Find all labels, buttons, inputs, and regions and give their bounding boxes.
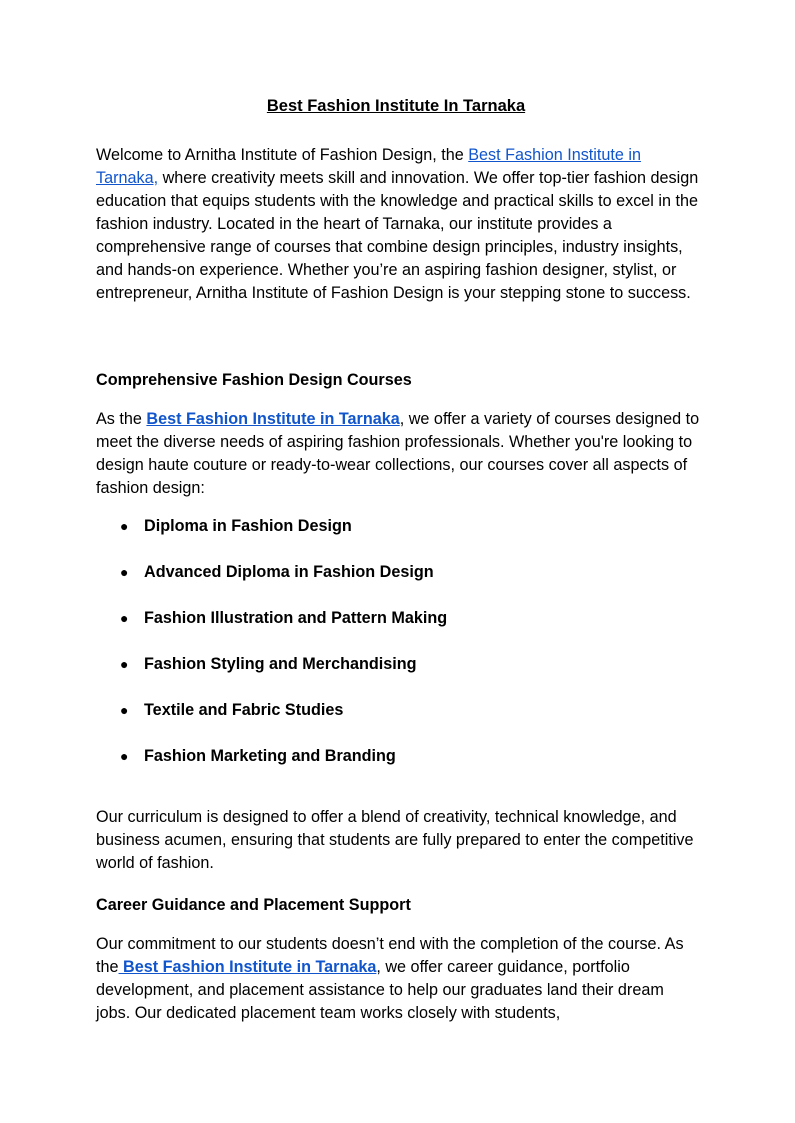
course-item-label: Textile and Fabric Studies: [144, 701, 344, 719]
intro-text-before: Welcome to Arnitha Institute of Fashion Design, the: [96, 146, 469, 164]
course-item-label: Fashion Styling and Merchandising: [144, 655, 417, 673]
bullet-icon: ●: [120, 656, 129, 672]
courses-heading: Comprehensive Fashion Design Courses: [96, 371, 412, 389]
career-text-after: , we offer career guidance, portfolio development, and placement assistance to help our graduates land their dream jobs. Our dedicated placement team works closely with students,: [96, 958, 664, 1022]
bullet-icon: ●: [120, 564, 129, 580]
bullet-icon: ●: [120, 518, 129, 534]
intro-institute-link[interactable]: Best Fashion Institute in Tarnaka,: [96, 146, 641, 187]
courses-paragraph: [96, 408, 700, 500]
career-paragraph: [96, 933, 700, 1025]
course-item-label: Advanced Diploma in Fashion Design: [144, 563, 434, 581]
courses-text-before: As the: [96, 410, 147, 428]
courses-institute-link[interactable]: Best Fashion Institute in Tarnaka: [146, 410, 400, 428]
page-title: Best Fashion Institute In Tarnaka: [266, 97, 526, 115]
career-institute-link[interactable]: Best Fashion Institute in Tarnaka: [118, 958, 377, 976]
intro-text-after: where creativity meets skill and innovation. We offer top-tier fashion design education that equips students with the knowledge and practical skills to excel in the fashion industry. Located in the heart of Tarnaka, our institute provides a comprehensive range of courses that combine design principles, industry insights, and hands-on experience. Whether you’re an aspiring fashion designer, stylist, or entrepreneur, Arnitha Institute of Fashion Design is your stepping stone to success.: [96, 169, 699, 302]
bullet-icon: ●: [120, 702, 129, 718]
courses-text-after: , we offer a variety of courses designed to meet the diverse needs of aspiring fashion professionals. Whether you're looking to design haute couture or ready-to-wear collections, our courses cover all aspects of fashion design:: [96, 410, 700, 497]
course-item-label: Fashion Illustration and Pattern Making: [144, 609, 448, 627]
bullet-icon: ●: [120, 748, 129, 764]
course-item: [96, 745, 447, 791]
course-item: [96, 515, 447, 561]
course-item: [96, 607, 447, 653]
intro-paragraph: [96, 144, 700, 305]
course-item-label: Fashion Marketing and Branding: [144, 747, 396, 765]
course-list: [96, 515, 447, 791]
course-item-label: Diploma in Fashion Design: [144, 517, 352, 535]
bullet-icon: ●: [120, 610, 129, 626]
career-heading: Career Guidance and Placement Support: [96, 896, 411, 914]
course-item: [96, 561, 447, 607]
career-text-before: Our commitment to our students doesn’t end with the completion of the course. As the: [96, 935, 684, 976]
course-item: [96, 653, 447, 699]
course-item: [96, 699, 447, 745]
curriculum-paragraph: Our curriculum is designed to offer a blend of creativity, technical knowledge, and business acumen, ensuring that students are fully prepared to enter the competitive world of fashion.: [96, 808, 694, 872]
